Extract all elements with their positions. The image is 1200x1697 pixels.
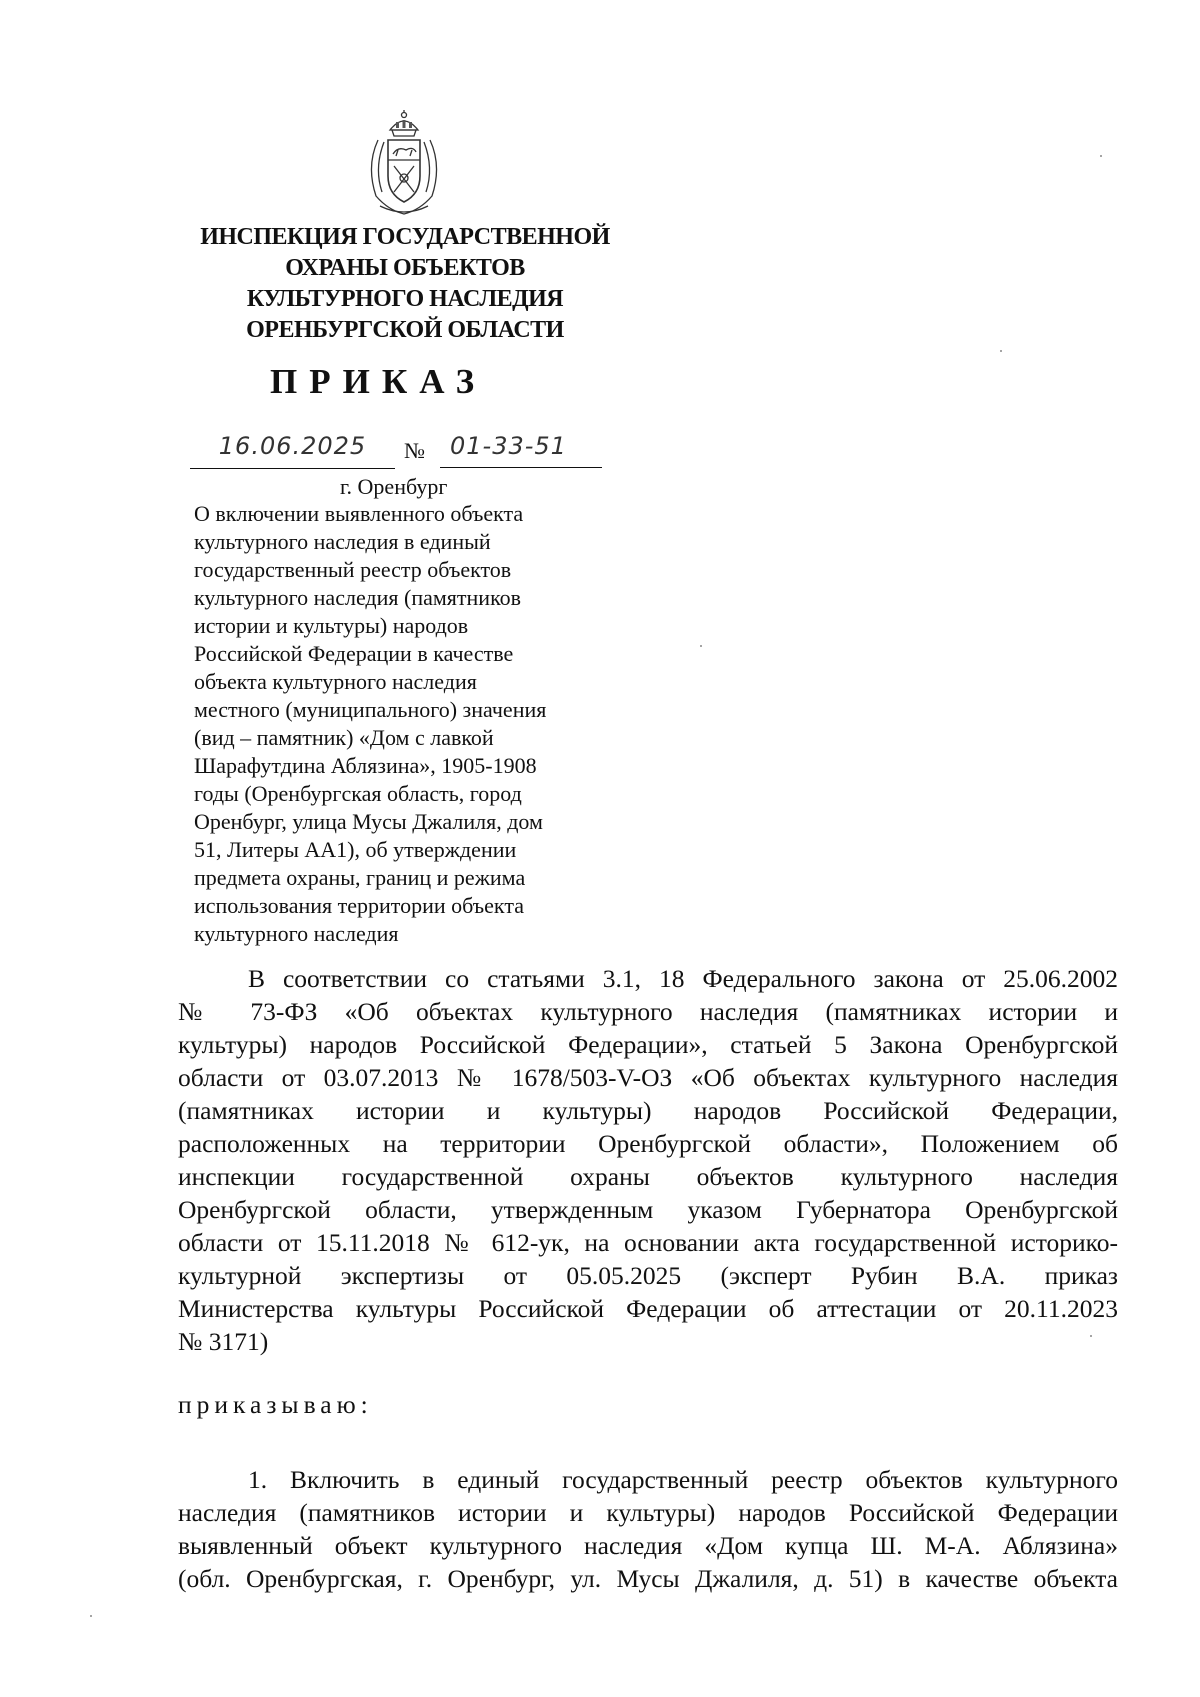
subject-line: 51, Литеры АА1), об утверждении <box>194 837 517 862</box>
order-date: 16.06.2025 <box>190 432 395 469</box>
order-item-1 <box>178 1463 1118 1595</box>
coat-of-arms-icon <box>358 110 450 218</box>
preamble-line: области от 03.07.2013 № 1678/503-V-ОЗ «Об объектах культурного наследия <box>178 1063 1118 1092</box>
preamble-line: № 73-ФЗ «Об объектах культурного наследия (памятниках истории и <box>178 997 1118 1026</box>
scan-speck <box>700 645 702 647</box>
subject-line: Оренбург, улица Мусы Джалиля, дом <box>194 809 543 834</box>
number-sign: № <box>404 438 425 463</box>
item-line: выявленный объект культурного наследия «Дом купца Ш. М-А. Аблязина» <box>178 1531 1118 1560</box>
subject-line: местного (муниципального) значения <box>194 697 547 722</box>
subject-line: культурного наследия в единый <box>194 529 491 554</box>
order-number: 01-33-51 <box>440 432 602 468</box>
subject-line: Российской Федерации в качестве <box>194 641 514 666</box>
document-type-title: ПРИКАЗ <box>270 362 487 401</box>
subject-line: истории и культуры) народов <box>194 613 469 638</box>
subject-line: предмета охраны, границ и режима <box>194 865 526 890</box>
coat-of-arms-emblem <box>358 110 450 218</box>
preamble-line: Министерства культуры Российской Федерации об аттестации от 20.11.2023 <box>178 1294 1118 1323</box>
organization-line: КУЛЬТУРНОГО НАСЛЕДИЯ <box>246 286 564 312</box>
organization-name <box>150 222 660 346</box>
preamble-line: № 3171) <box>178 1327 269 1356</box>
preamble-line: области от 15.11.2018 № 612-ук, на основании акта государственной историко- <box>178 1228 1118 1257</box>
item-line: наследия (памятников истории и культуры) народов Российской Федерации <box>178 1498 1118 1527</box>
item-line: (обл. Оренбургская, г. Оренбург, ул. Мусы Джалиля, д. 51) в качестве объекта <box>178 1564 1118 1593</box>
scan-speck <box>1090 1335 1092 1337</box>
order-city: г. Оренбург <box>340 474 448 499</box>
order-subject <box>194 500 614 948</box>
preamble-line: (памятниках истории и культуры) народов Российской Федерации, <box>178 1096 1118 1125</box>
subject-line: использования территории объекта <box>194 893 524 918</box>
subject-line: годы (Оренбургская область, город <box>194 781 522 806</box>
subject-line: государственный реестр объектов <box>194 557 512 582</box>
preamble-line: культуры) народов Российской Федерации», статьей 5 Закона Оренбургской <box>178 1030 1118 1059</box>
scan-speck <box>1000 350 1002 352</box>
preamble-line: В соответствии со статьями 3.1, 18 Федерального закона от 25.06.2002 <box>248 964 1118 993</box>
subject-line: О включении выявленного объекта <box>194 501 524 526</box>
subject-line: культурного наследия (памятников <box>194 585 522 610</box>
scan-speck <box>1100 155 1102 157</box>
organization-line: ИНСПЕКЦИЯ ГОСУДАРСТВЕННОЙ <box>200 224 610 250</box>
subject-line: Шарафутдина Аблязина», 1905-1908 <box>194 753 537 778</box>
preamble-line: Оренбургской области, утвержденным указом Губернатора Оренбургской <box>178 1195 1118 1224</box>
preamble-line: культурной экспертизы от 05.05.2025 (эксперт Рубин В.А. приказ <box>178 1261 1118 1290</box>
order-date-number-line <box>190 432 602 470</box>
subject-line: объекта культурного наследия <box>194 669 477 694</box>
subject-line: культурного наследия <box>194 921 399 946</box>
organization-line: ОРЕНБУРГСКОЙ ОБЛАСТИ <box>246 317 564 343</box>
preamble-paragraph <box>178 962 1118 1358</box>
preamble-line: расположенных на территории Оренбургской области», Положением об <box>178 1129 1118 1158</box>
organization-line: ОХРАНЫ ОБЪЕКТОВ <box>285 255 525 281</box>
order-word: приказываю: <box>178 1390 373 1419</box>
preamble-line: инспекции государственной охраны объектов культурного наследия <box>178 1162 1118 1191</box>
subject-line: (вид – памятник) «Дом с лавкой <box>194 725 494 750</box>
item-line: 1. Включить в единый государственный реестр объектов культурного <box>248 1465 1118 1494</box>
scan-speck <box>90 1615 92 1617</box>
